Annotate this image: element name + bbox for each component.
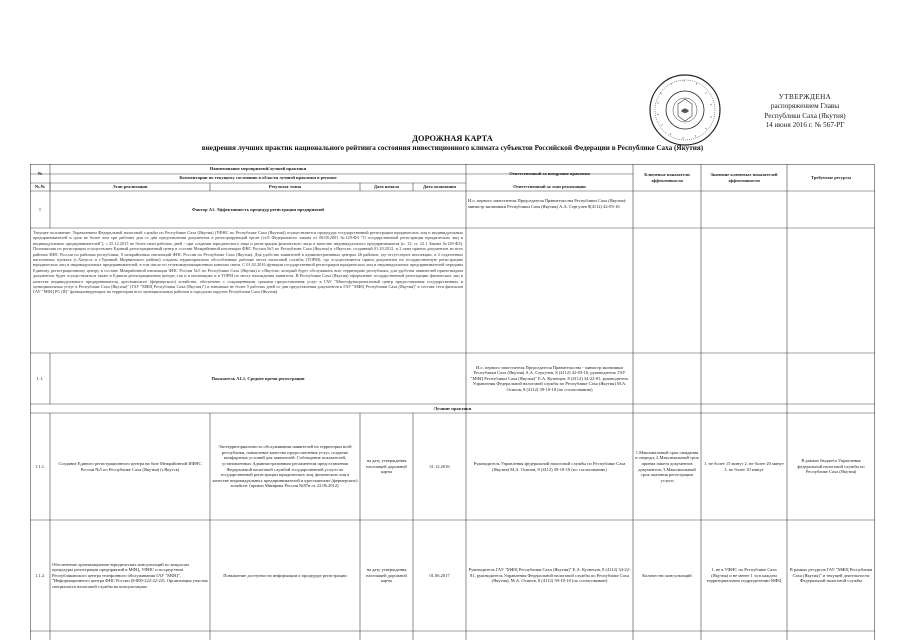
approval-date: 14 июня 2016 г. № 567-РГ: [765, 120, 845, 129]
sub-num: 1.1.: [36, 375, 44, 381]
current-state-description: Текущее положение: Управлением Федеральной налоговой службы по Республике Саха (Якутия) (УФНС по Республике Саха (Якутия)) осуществляется процедура государственной регистрации юридических лиц и индивидуальных предпринимателей в срок не более чем три рабочих дня со дня представления документов в регистрирующий орган (ст.8 Федерального закона от 08.08.2001 №129-ФЗ "О государственной регистрации юридических лиц и индивидуальных предпринимателей"), с 25.12.2015 не более пяти рабочих дней - при создании юридического лица и регистрации физического лица в качестве индивидуального предпринимателя (п. 13, ст. 22.1 Закона №129-ФЗ). Полномочия по регистрации осуществляет Единый регистрационный центр в составе Межрайонной инспекции ФНС России №5 по Республике Саха (Якутия) в г.Якутске, созданный 01.10.2012, и 2 окна приема документов во всех районах ФНС России по районам республики, 8 межрайонных инспекций ФНС России по Республике Саха (Якутия). Для удобства заявителей в административных центрах 26 районов, где отсутствуют инспекции, и 2 отдаленных населенных пунктах (с.Хатасса и г.Удачный Мирнинского района) созданы территориально обособленные рабочие места налоговой службы (ТОРМ), где осуществляется прием документов на государственную регистрацию юридических лиц и индивидуальных предпринимателей, в том числе по телекоммуникационным каналам связи. С 01.02.2016 функции государственной регистрации юридических лиц и индивидуальных предпринимателей переданы Единому регистрационному центру в составе Межрайонной инспекции ФНС России №5 по Республике Саха (Якутия) в г.Якутске, который будет обслуживать всю территорию республики, для удобства заявителей прием-выдача документов будет осуществляться также в Едином регистрационном центре, так и в инспекциях и в ТОРМ по месту нахождения заявителя. В Республике Саха (Якутия) оформление государственной регистрации физических лиц в качестве индивидуального предпринимателя, крестьянского (фермерского) хозяйства, обеспечено с сокращенными сроками предоставления услуг в ГАУ "Многофункциональный центр предоставления государственных и муниципальных услуг в Республике Саха (Якутия)" (ГАУ "МФЦ Республики Саха (Якутия)") и значимых не более 5 рабочих дней со дня представления документов в ГАУ "МФЦ Республики Саха (Якутия)" в составе сети филиалов ГАУ "МФЦ РС (Я)" функционирующих на территории всех муниципальных районов и городских округов Республики Саха (Якутия).: [33, 230, 463, 295]
row-resources: В рамках бюджета Управления федеральной налоговой службы по Республике Саха (Якутия): [797, 458, 865, 475]
sub-indicator-name: Показатель А1.1. Среднее время регистрации: [211, 375, 305, 381]
row-step: Обеспечение организационно-юридических консультаций по вопросам процедуры регистрации предприятий в МФЦ, УФНС и посредством Республиканского центра телефонного обслуживания ГАУ "МФЦ", "Информационного центра ФНС России (8-800-222-22-22). Организация участия специалиста налоговой службы на консультациях: [52, 561, 208, 589]
document-subtitle: внедрения лучших практик национального рейтинга состояния инвестиционного климата субъектов Российской Федерации в Республике Саха (Якутия): [201, 143, 704, 152]
row-responsible: Руководитель Управления федеральной налоговой службы по Республике Саха (Якутия) М.А. Осипов, 8 (4112) 39-10-10 (по согласованию): [473, 460, 626, 472]
row-result: Экстерриториальность обслуживания заявителей на территории всей республики, повышение качества предоставления услуг, создание комфортных условий для заявителей. Соблюдение показателей, установленных Административным регламентом предоставления Федеральной налоговой службой государственной услуги по государственной регистрации юридических лиц, физических лиц в качестве индивидуальных предпринимателей и крестьянских (фермерских) хозяйств. (приказ Минфина России №87н от 22.06.2012).: [212, 444, 358, 489]
document-title: ДОРОЖНАЯ КАРТА: [412, 134, 493, 143]
header-comment: Комментарии по текущему состоянию в области лучшей практики в регионе: [179, 175, 337, 180]
header-kpi: Ключевые показатели эффективности: [644, 171, 690, 183]
sub-responsible: И.о. первого заместителя Председателя Правительства - министр экономики Республики Саха (Якутия) А.А. Сергучев, 8 (4112) 42-03-16, руководитель ГАУ "МФЦ Республики Саха (Якутия)" Е.А. Кузнецов, 8 (4112) 34-22-81, руководитель Управления Федеральной налоговой службы по Республике Саха (Якутия) М.А. Осипов, 8 (4112) 39-10-10 (по согласованию): [470, 364, 629, 392]
header-num2: №.№: [34, 184, 46, 190]
approval-title: УТВЕРЖДЕНА: [778, 93, 832, 101]
row-step: Создание Единого регистрационного центра на базе Межрайонной ИФНС России №5 по Республике Саха (Якутия) (г.Якутск): [58, 460, 202, 472]
header-steps: Этап реализации: [112, 184, 148, 190]
row-start: на дату утверждения настоящей дорожной карты: [366, 458, 407, 475]
factor-num: I: [39, 206, 41, 212]
row-num: 1.1.2.: [34, 572, 46, 578]
header-responsible-practice: Ответственный за внедрение практики: [509, 170, 590, 176]
header-resources: Требуемые ресурсы: [811, 174, 851, 180]
factor-responsible: И.о. первого заместителя Председателя Правительства Республики Саха (Якутия)-министр экономики Республики Саха (Якутия) А.А. Сергучев 8(4112) 42-03-16: [468, 198, 627, 209]
header-result: Результат этапа: [268, 184, 302, 190]
header-measure-name: Наименование мероприятий/лучшей практики: [209, 166, 307, 171]
roadmap-table: [30, 164, 875, 640]
header-end: Дата окончания: [423, 184, 456, 190]
header-responsible-step: Ответственный за этап реализации: [513, 184, 586, 190]
approval-line: распоряжением Главы: [770, 102, 840, 111]
header-start: Дата начала: [373, 184, 400, 190]
row-kpi: Количество консультаций: [642, 572, 692, 578]
row-kpi-value: 1. не в УФНС по Республике Саха (Якутия) и не менее 1 за в каждом территориальном подразделении МФЦ: [706, 567, 782, 584]
row-kpi: 1.Максимальный срок ожидания в очереди; 2.Максимальный срок приема пакета документов документов; 3.Максимальный срок оказания регистрации услуги: [635, 449, 699, 483]
header-kpi-value: Значение ключевых показателей эффективности: [710, 171, 778, 183]
row-result: Повышение доступности информации о процедуре регистрации: [223, 572, 347, 578]
row-end: 01.06.2017: [429, 572, 450, 578]
factor-name: Фактор А1. Эффективность процедур регистрации предприятий: [191, 206, 325, 212]
best-practices-heading: Лучшие практики: [433, 405, 472, 411]
row-end: 31.12.2016: [429, 463, 450, 469]
row-num: 1.1.1.: [34, 463, 46, 469]
approval-stamp: [715, 93, 895, 130]
approval-line: Республики Саха (Якутия): [764, 111, 846, 120]
header-num: №: [37, 170, 43, 176]
row-resources: В рамках ресурсов ГАУ "МФЦ Республики Саха (Якутия)" и текущей деятельности Федеральной налоговой службы: [789, 567, 873, 584]
row-responsible: Руководитель ГАУ "МФЦ Республики Саха (Якутия)" Е.А. Кузнецов, 8 (4112) 34-22-81, руководитель Управления Федеральной налоговой службы по Республике Саха (Якутия), М.А. Осипов, 8 (4112) 39-10-10 (по согласованию): [468, 567, 631, 584]
row-start: на дату утверждения настоящей дорожной карты: [366, 567, 407, 584]
row-kpi-value: 1. не более 15 минут 2. не более 20 минут 3. не более 10 минут: [704, 460, 784, 472]
